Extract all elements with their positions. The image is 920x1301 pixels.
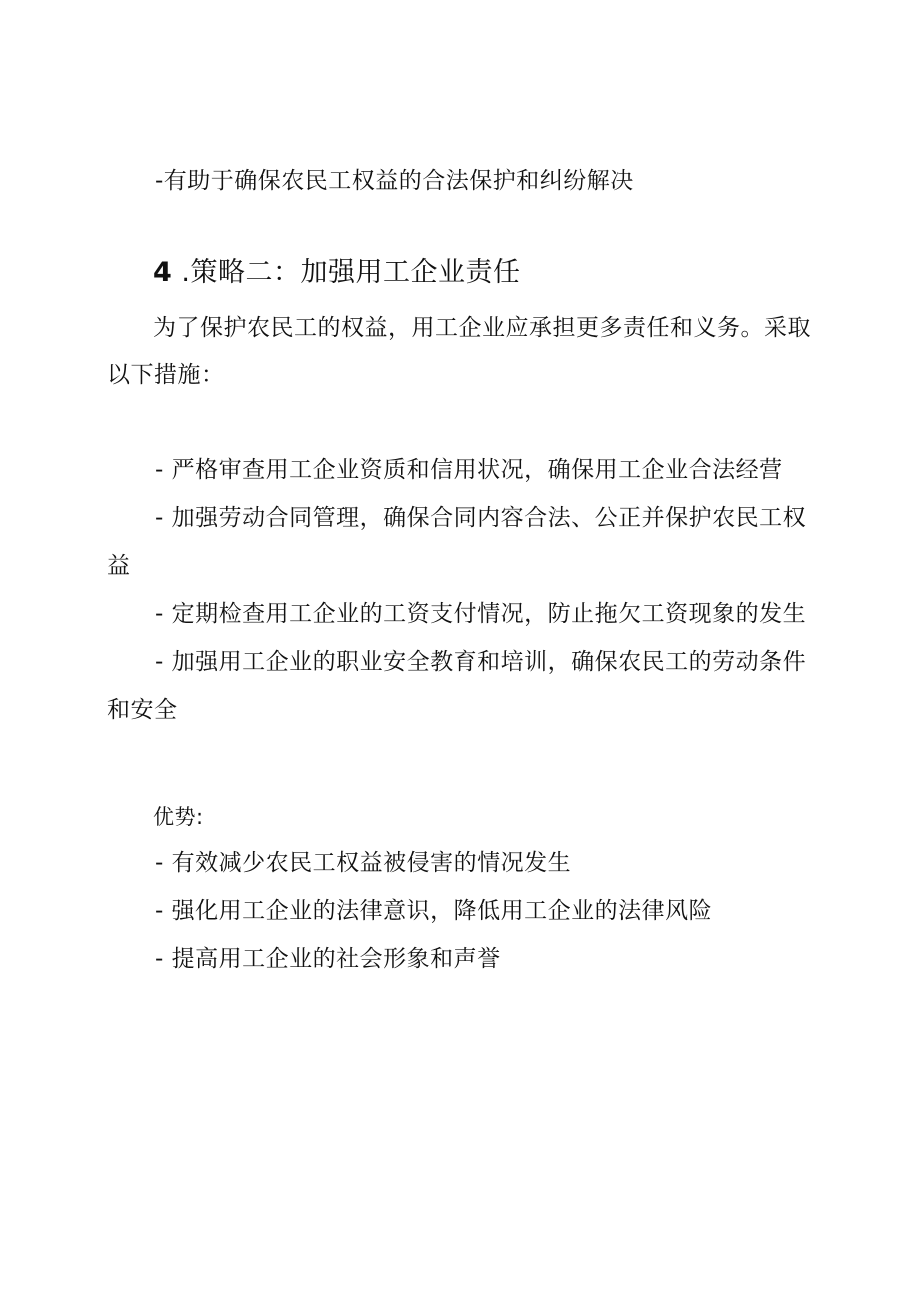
- advantages-label: 优势:: [153, 805, 204, 829]
- advantage-item-2: - 强化用工企业的法律意识，降低用工企业的法律风险: [155, 898, 713, 924]
- measure-item-2-line-2: 益: [107, 553, 131, 579]
- measure-item-2-line-1: - 加强劳动合同管理，确保合同内容合法、公正并保护农民工权: [155, 505, 807, 531]
- section-title: .策略二：加强用工企业责任: [181, 257, 521, 288]
- measure-item-4-line-1: - 加强用工企业的职业安全教育和培训，确保农民工的劳动条件: [155, 649, 807, 675]
- intro-paragraph-line-1: 为了保护农民工的权益，用工企业应承担更多责任和义务。采取: [153, 315, 811, 341]
- section-heading: [153, 256, 520, 290]
- advantage-item-1: - 有效减少农民工权益被侵害的情况发生: [155, 850, 572, 876]
- advantage-item-3: - 提高用工企业的社会形象和声誉: [155, 946, 501, 972]
- section-number: 4: [153, 257, 173, 288]
- measure-item-3: - 定期检查用工企业的工资支付情况，防止拖欠工资现象的发生: [155, 601, 807, 627]
- previous-section-bullet: -有助于确保农民工权益的合法保护和纠纷解决: [155, 168, 634, 194]
- intro-paragraph-line-2: 以下措施：: [107, 362, 225, 388]
- measure-item-4-line-2: 和安全: [107, 697, 178, 723]
- measure-item-1: - 严格审查用工企业资质和信用状况，确保用工企业合法经营: [155, 457, 783, 483]
